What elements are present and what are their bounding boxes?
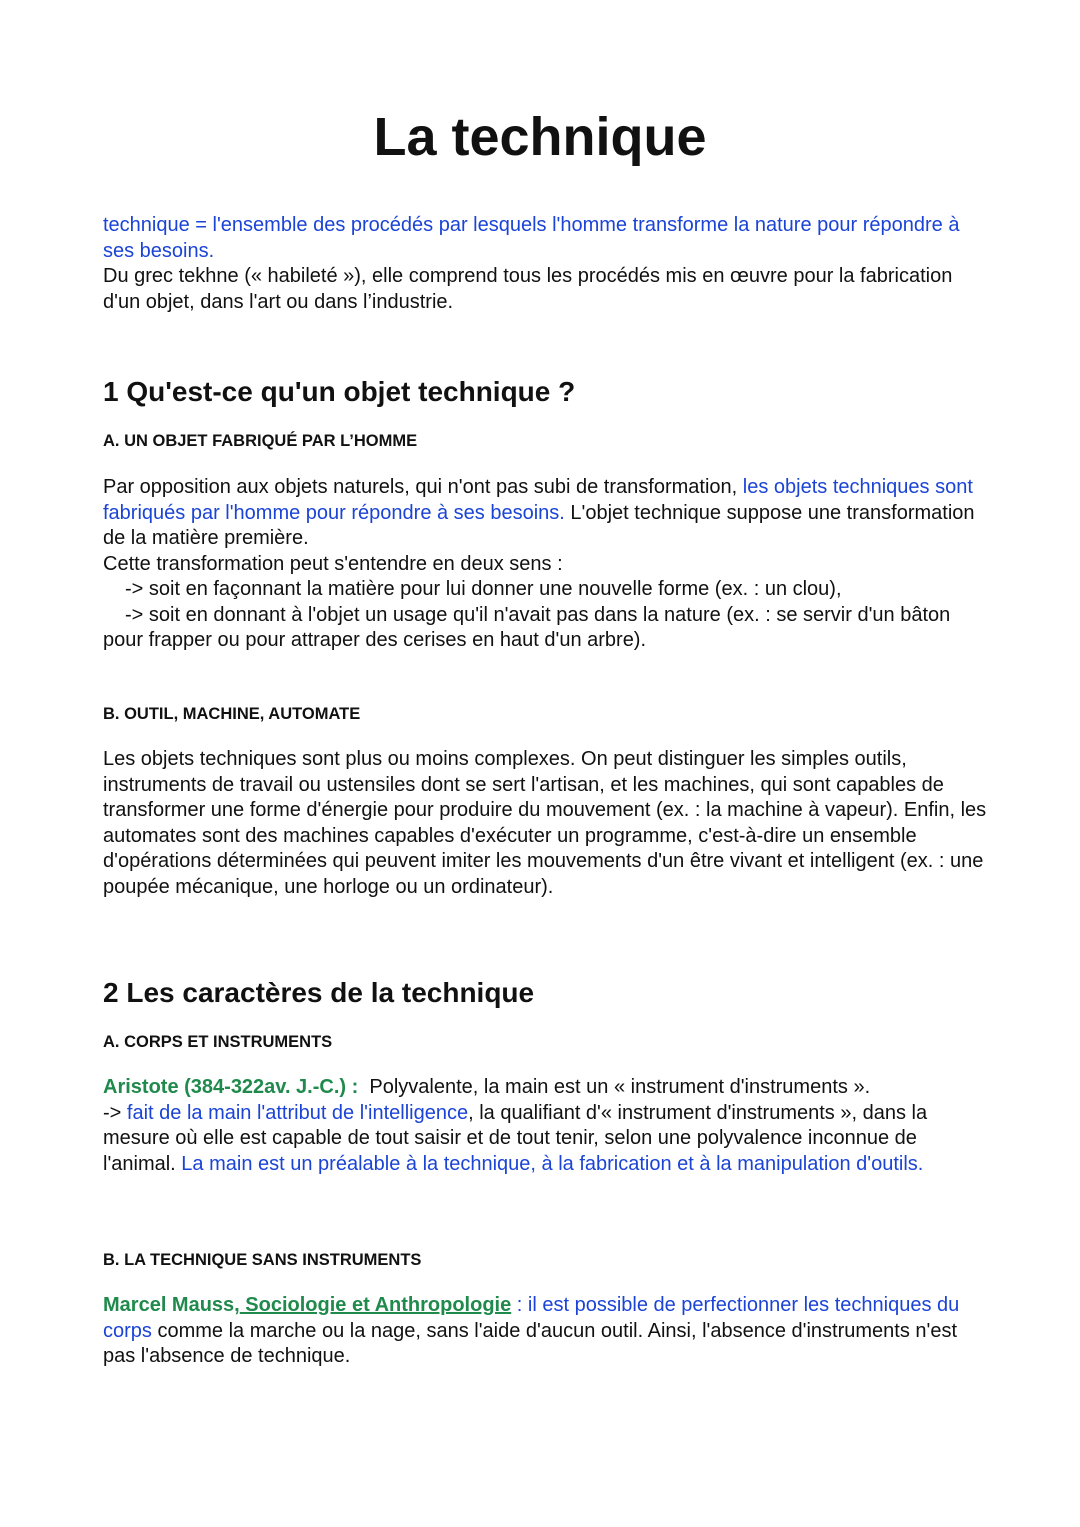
arrow: -> [103, 1101, 127, 1124]
page-title: La technique [373, 107, 707, 167]
author: Marcel Mauss, [103, 1294, 240, 1316]
etymology: Du grec tekhne (« habileté »), elle comprend tous les procédés mis en œuvre pour la fabrication d'un objet, dans l'art ou dans l’industrie. [103, 265, 953, 313]
list-item: -> soit en donnant à l'objet un usage qu'il n'avait pas dans la nature (ex. : se servir d'un bâton pour frapper ou pour attraper des cerises en haut d'un arbre). [103, 603, 951, 651]
highlight: fait de la main l'attribut de l'intelligence [126, 1101, 469, 1124]
section-1b-heading: B. OUTIL, MACHINE, AUTOMATE [103, 705, 361, 723]
work-title: Sociologie et Anthropologie [239, 1294, 512, 1316]
paragraph [103, 1075, 988, 1101]
definition: technique = l'ensemble des procédés par lesquels l'homme transforme la nature pour répondre à ses besoins. [103, 214, 960, 262]
section-2a-heading: A. CORPS ET INSTRUMENTS [103, 1033, 333, 1051]
text: comme la marche ou la nage, sans l'aide d'aucun outil. Ainsi, l'absence d'instruments n'est pas l'absence de technique. [103, 1319, 957, 1367]
section-2a-body [103, 1075, 988, 1177]
author: Aristote (384-322av. J.-C.) : [103, 1076, 359, 1098]
paragraph [103, 1101, 988, 1178]
quote: Polyvalente, la main est un « instrument d'instruments ». [358, 1076, 871, 1098]
section-2-heading: 2 Les caractères de la technique [103, 977, 535, 1008]
section-1-heading: 1 Qu'est-ce qu'un objet technique ? [103, 376, 576, 407]
section-1a-heading: A. UN OBJET FABRIQUÉ PAR L’HOMME [103, 432, 418, 450]
list-item: -> soit en façonnant la matière pour lui donner une nouvelle forme (ex. : un clou), [125, 578, 842, 600]
paragraph [103, 475, 988, 552]
section-1a-body [103, 475, 988, 654]
text: Par opposition aux objets naturels, qui n'ont pas subi de transformation, [103, 476, 743, 498]
section-1b-body: Les objets techniques sont plus ou moins complexes. On peut distinguer les simples outils, instruments de travail ou ustensiles dont se sert l'artisan, et les machines, qui sont capables de transformer une forme d'énergie pour produire du mouvement (ex. : la machine à vapeur). Enfin, les automates sont des machines capables d'exécuter un programme, c'est-à-dire un ensemble d'opérations déterminées qui peuvent imiter les mouvements d'un être vivant et intelligent (ex. : une poupée mécanique, une horloge ou un ordinateur). [103, 748, 987, 898]
paragraph: Cette transformation peut s'entendre en deux sens : [103, 552, 563, 575]
section-2b-heading: B. LA TECHNIQUE SANS INSTRUMENTS [103, 1251, 422, 1269]
section-2b-body [103, 1293, 988, 1370]
intro [103, 213, 988, 315]
text: L'objet technique suppose une transformation de la matière première. [103, 501, 975, 549]
text: , la qualifiant d'« instrument d'instruments », dans la mesure où elle est capable de tout saisir et de tout tenir, selon une polyvalence inconnue de l'animal. [103, 1101, 928, 1175]
highlight: La main est un préalable à la technique, à la fabrication et à la manipulation d'outils. [181, 1152, 924, 1175]
highlight: : il est possible de perfectionner les techniques du corps [103, 1294, 960, 1342]
highlight: les objets techniques sont fabriqués par l'homme pour répondre à ses besoins. [103, 476, 973, 524]
